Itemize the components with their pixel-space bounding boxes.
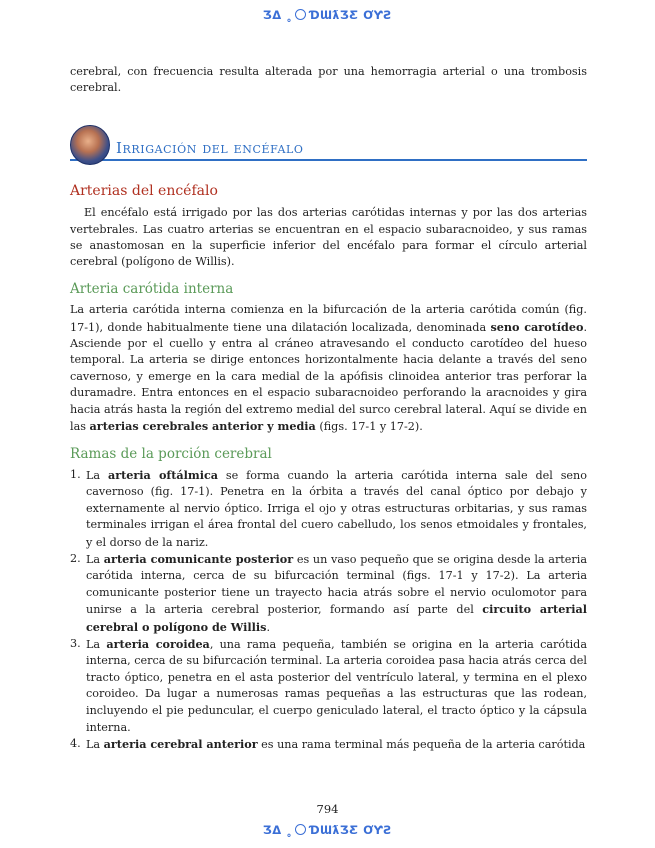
term: arteria cerebral anterior: [103, 737, 258, 752]
watermark-circle-icon: [295, 824, 306, 835]
watermark-bottom: [0, 823, 655, 837]
paragraph-arterias: El encéfalo está irrigado por las dos arterias carótidas internas y por las dos arterias vertebrales. Las cuatro arterias se encuentran en el espacio subaracnoideo, y sus ramas se anastomosan en la superficie inferior del encéfalo para formar el círculo arterial cerebral (polígono de Willis).: [70, 206, 587, 269]
section-header: [70, 119, 587, 161]
list-item: 4. La arteria cerebral anterior es una rama terminal más pequeña de la arteria carótida: [70, 737, 586, 752]
term: arteria comunicante posterior: [103, 551, 294, 566]
paragraph-carotida: La arteria carótida interna comienza en la bifurcación de la arteria carótida común (fig. 17-1), donde habitualmente tiene una dilatación localizada, denominada seno carotídeo. Asciende por el cuello y entra al cráneo atravesando el conducto carotídeo del hueso temporal. La arteria se dirige entonces horizontalmente hacia delante a través del seno cavernoso, y emerge en la cara medial de la apófisis clinoidea anterior tras perforar la duramadre. Entra entonces en el espacio subaracnoideo perforando la aracnoides y gira hacia atrás hasta la región del extremo medial del surco cerebral lateral. Aquí se divide en las arterias cerebrales anterior y media (figs. 17-1 y 17-2).: [70, 303, 587, 434]
watermark-left-text: ƷΔ ˳: [262, 8, 293, 22]
watermark-right-text: ƊƜƛƷƸ ƠƳƧ: [309, 823, 393, 837]
term: arteria coroidea: [106, 636, 210, 651]
term-arterias-cerebrales: arterias cerebrales anterior y media: [89, 419, 316, 434]
term-seno-carotideo: seno carotídeo: [490, 319, 584, 334]
watermark-circle-icon: [295, 9, 306, 20]
page-content: [70, 64, 587, 754]
heading-arterias: Arterias del encéfalo: [70, 182, 218, 199]
branches-list: [70, 467, 587, 754]
watermark-left-text: ƷΔ ˳: [262, 823, 293, 837]
list-item: 3. La arteria coroidea, una rama pequeña, también se origina en la arteria carótida interna, cerca de su bifurcación terminal. La arteria coroidea pasa hacia atrás cerca del tracto óptico, penetra en el asta posterior del ventrículo lateral, y termina en el plexo coroideo. Da lugar a numerosas ramas pequeñas a las estructuras que las rodean, incluyendo el pie peduncular, el cuerpo geniculado lateral, el tracto óptico y la cápsula interna.: [70, 636, 587, 734]
intro-paragraph: cerebral, con frecuencia resulta alterada por una hemorragia arterial o una trombosis cerebral.: [70, 65, 587, 95]
heading-carotida: Arteria carótida interna: [70, 280, 234, 297]
term: arteria oftálmica: [107, 467, 219, 482]
page-number: 794: [316, 802, 339, 816]
section-title: Irrigación del encéfalo: [116, 139, 304, 158]
heading-ramas: Ramas de la porción cerebral: [70, 445, 272, 462]
list-item: 2. La arteria comunicante posterior es un vaso pequeño que se origina desde la arteria carótida interna, cerca de su bifurcación terminal (figs. 17-1 y 17-2). La arteria comunicante posterior tiene un trayecto hacia atrás sobre el nervio oculomotor para unirse a la arteria cerebral posterior, formando así parte del circuito arterial cerebral o polígono de Willis.: [70, 551, 587, 634]
watermark-right-text: ƊƜƛƷƸ ƠƳƧ: [309, 8, 393, 22]
list-item: 1. La arteria oftálmica se forma cuando la arteria carótida interna sale del seno cavernoso (fig. 17-1). Penetra en la órbita a través del canal óptico por debajo y externamente al nervio óptico. Irriga el ojo y otras estructuras orbitarias, y sus ramas terminales irrigan el área frontal del cuero cabelludo, los senos etmoidales y frontales, y el dorso de la nariz.: [70, 467, 587, 549]
watermark-top: [0, 8, 655, 22]
brain-icon: [70, 125, 110, 165]
term: circuito arterial cerebral o polígono de Willis: [86, 602, 587, 634]
